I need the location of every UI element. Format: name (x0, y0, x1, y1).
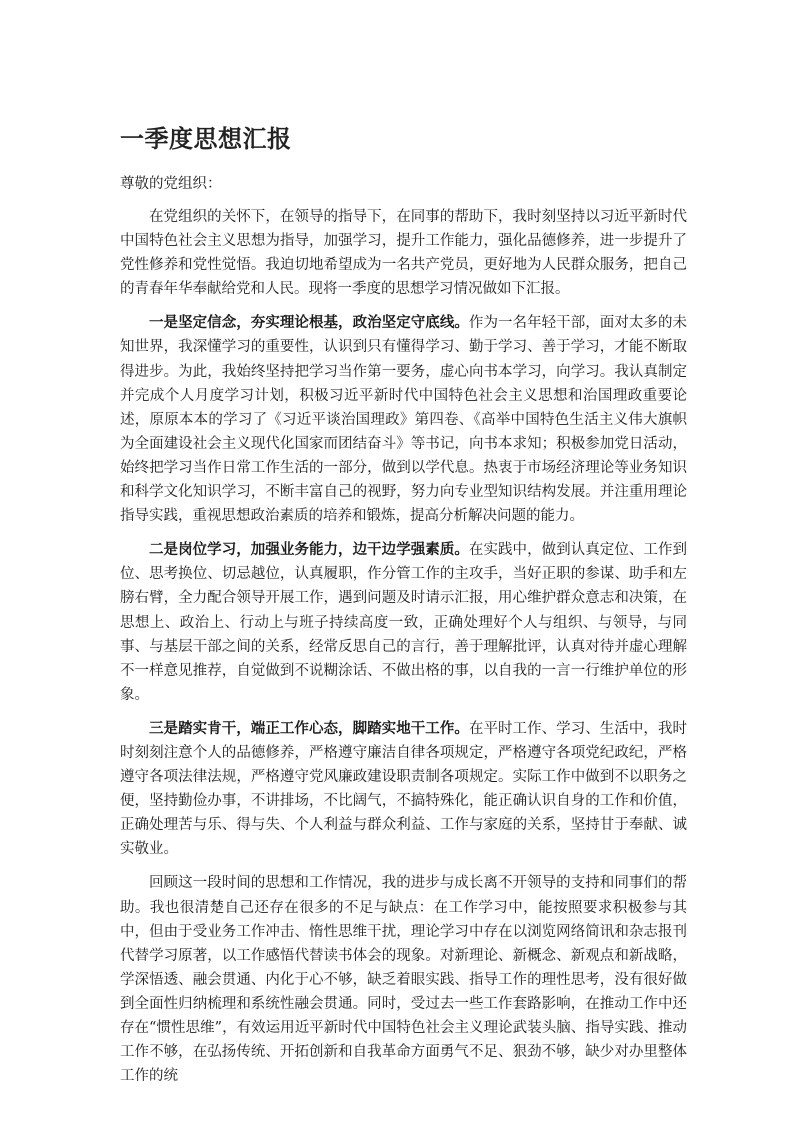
document-title: 一季度思想汇报 (120, 125, 292, 153)
review-paragraph: 回顾这一段时间的思想和工作情况，我的进步与成长离不开领导的支持和同事们的帮助。我也很清楚自己还存在很多的不足与缺点：在工作学习中，能按照要求积极参与其中，但由于受业务工作冲击、惰性思维干扰，理论学习中存在以浏览网络简讯和杂志报刊代替学习原著，以工作感悟代替读书体会的现象。对新理论、新概念、新观点和新战略，学深悟透、融会贯通、内化于心不够，缺乏着眼实践、指导工作的理性思考，没有很好做到全面性归纳梳理和系统性融会贯通。同时，受过去一些工作套路影响，在推动工作中还存在“惯性思维”，有效运用近平新时代中国特色社会主义理论武装头脑、指导实践、推动工作不够，在弘扬传统、开拓创新和自我革命方面勇气不足、狠劲不够，缺少对办里整体工作的统 (120, 875, 687, 1085)
section-heading-2: 二是岗位学习，加强业务能力，边干边学强素质。 (149, 541, 469, 559)
section-body-3: 在平时工作、学习、生活中，我时时刻刻注意个人的品德修养，严格遵守廉洁自律各项规定，严格遵守各项党纪政纪，严格遵守各项法律法规，严格遵守党风廉政建设职责制各项规定。实际工作中做到不以职务之便，坚持勤俭办事，不讲排场，不比阔气，不搞特殊化，能正确认识自身的工作和价值，正确处理苦与乐、得与失、个人利益与群众利益、工作与家庭的关系，坚持甘于奉献、诚实敬业。 (120, 720, 688, 858)
section-heading-3: 三是踏实肯干，端正工作心态，脚踏实地干工作。 (149, 719, 469, 737)
section-paragraph-3 (120, 717, 687, 862)
document-page (120, 108, 687, 1098)
section-body-2: 在实践中，做到认真定位、工作到位、思考换位、切忌越位，认真履职，作分管工作的主攻手，当好正职的参谋、助手和左膀右臂，全力配合领导开展工作，遇到问题及时请示汇报，用心维护群众意志和决策，在思想上、政治上、行动上与班子持续高度一致，正确处理好个人与组织、与领导，与同事、与基层干部之间的关系，经常反思自己的言行，善于理解批评，认真对待并虚心理解不一样意见推荐，自觉做到不说糊涂话、不做出格的事，以自我的一言一行维护单位的形象。 (120, 542, 688, 703)
section-paragraph-1 (120, 311, 687, 528)
section-heading-1: 一是坚定信念，夯实理论根基，政治坚定守底线。 (149, 314, 469, 332)
section-body-1: 作为一名年轻干部，面对太多的未知世界，我深懂学习的重要性，认识到只有懂得学习、勤于学习、善于学习，才能不断取得进步。为此，我始终坚持把学习当作第一要务，虚心向书本学习，向学习。我认真制定并完成个人月度学习计划，积极习近平新时代中国特色社会主义思想和治国理政重要论述，原原本本的学习了《习近平谈治国理政》第四卷、《高举中国特色生活主义伟大旗帜为全面建设社会主义现代化国家而团结奋斗》等书记，向书本求知；积极参加党日活动，始终把学习当作日常工作生活的一部分，做到以学代息。热衷于市场经济理论等业务知识和科学文化知识学习，不断丰富自己的视野，努力向专业型知识结构发展。并注重用理论指导实践，重视思想政治素质的培养和锻炼，提高分析解决问题的能力。 (120, 315, 688, 525)
section-paragraph-2 (120, 538, 687, 707)
intro-paragraph: 在党组织的关怀下，在领导的指导下，在同事的帮助下，我时刻坚持以习近平新时代中国特色社会主义思想为指导，加强学习，提升工作能力，强化品德修养，进一步提升了党性修养和党性觉悟。我迫切地希望成为一名共产党员，更好地为人民群众服务，把自己的青春年华奉献给党和人民。现将一季度的思想学习情况做如下汇报。 (120, 209, 687, 298)
salutation: 尊敬的党组织： (120, 176, 222, 192)
